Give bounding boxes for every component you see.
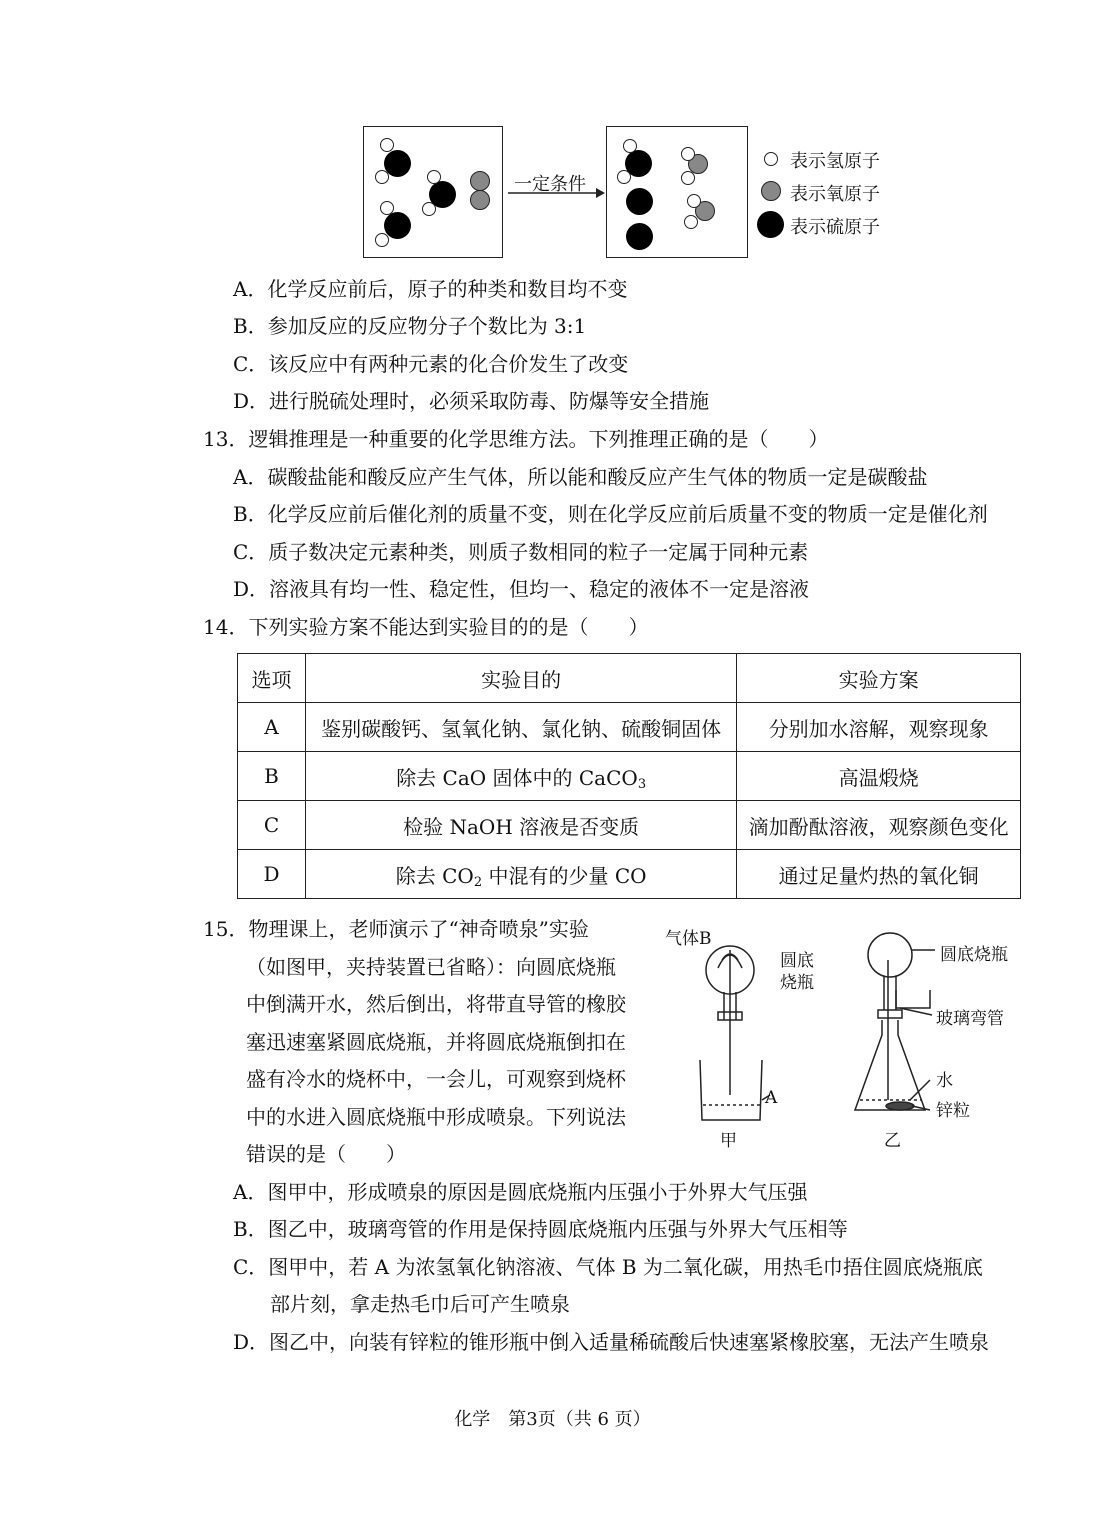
q15-option-c: C．图甲中，若 A 为浓氢氧化钠溶液、气体 B 为二氧化碳，用热毛巾捂住圆底烧瓶底 xyxy=(233,1255,983,1279)
label-zinc: 锌粒 xyxy=(936,1101,970,1121)
hydrogen-atom xyxy=(375,170,389,184)
hydrogen-atom xyxy=(684,215,698,229)
hydrogen-atom xyxy=(422,202,436,216)
q12-option-d: D．进行脱硫处理时，必须采取防毒、防爆等安全措施 xyxy=(233,389,710,413)
page-footer: 化学 第3页（共 6 页） xyxy=(454,1409,651,1430)
row-purpose: 检验 NaOH 溶液是否变质 xyxy=(305,801,736,850)
row-option: D xyxy=(238,850,306,899)
label-flask2: 圆底烧瓶 xyxy=(940,945,1008,965)
header-purpose: 实验目的 xyxy=(305,654,736,703)
row-method: 滴加酚酞溶液，观察颜色变化 xyxy=(737,801,1021,850)
q13-option-a: A．碳酸盐能和酸反应产生气体，所以能和酸反应产生气体的物质一定是碳酸盐 xyxy=(233,465,928,489)
q15-line-1: 15．物理课上，老师演示了“神奇喷泉”实验 xyxy=(203,917,589,941)
header-option: 选项 xyxy=(238,654,306,703)
q15-line-4: 塞迅速塞紧圆底烧瓶，并将圆底烧瓶倒扣在 xyxy=(246,1030,626,1054)
q15-line-2: （如图甲，夹持装置已省略）：向圆底烧瓶 xyxy=(246,955,616,979)
row-method: 高温煅烧 xyxy=(737,752,1021,801)
oxygen-atom xyxy=(470,190,490,210)
row-option: B xyxy=(238,752,306,801)
legend-oxygen-label: 表示氧原子 xyxy=(790,184,880,205)
row-option: C xyxy=(238,801,306,850)
q12-option-a: A．化学反应前后，原子的种类和数目均不变 xyxy=(233,277,628,301)
q15-option-b: B．图乙中，玻璃弯管的作用是保持圆底烧瓶内压强与外界大气压相等 xyxy=(233,1217,848,1241)
label-bent-tube: 玻璃弯管 xyxy=(936,1009,1004,1029)
hydrogen-atom xyxy=(380,201,394,215)
sulfur-atom xyxy=(626,223,653,250)
q13-stem: 13．逻辑推理是一种重要的化学思维方法。下列推理正确的是（ ） xyxy=(203,427,829,451)
label-a: A xyxy=(765,1088,778,1108)
row-purpose: 鉴别碳酸钙、氢氧化钠、氯化钠、硫酸铜固体 xyxy=(305,703,736,752)
legend-hydrogen-label: 表示氢原子 xyxy=(790,151,880,172)
q13-option-c: C．质子数决定元素种类，则质子数相同的粒子一定属于同种元素 xyxy=(233,540,809,564)
header-method: 实验方案 xyxy=(737,654,1021,703)
reactants-box xyxy=(363,126,503,258)
q15-line-3: 中倒满开水，然后倒出，将带直导管的橡胶 xyxy=(246,992,626,1016)
flask-jia-icon xyxy=(700,946,770,1120)
legend-oxygen-icon xyxy=(761,181,781,201)
row-method: 分别加水溶解，观察现象 xyxy=(737,703,1021,752)
table-row xyxy=(238,801,1021,850)
q15-line-6: 中的水进入圆底烧瓶中形成喷泉。下列说法 xyxy=(246,1105,626,1129)
products-box xyxy=(606,126,748,258)
q12-option-c: C．该反应中有两种元素的化合价发生了改变 xyxy=(233,352,629,376)
q15-option-d: D．图乙中，向装有锌粒的锥形瓶中倒入适量稀硫酸后快速塞紧橡胶塞，无法产生喷泉 xyxy=(233,1330,990,1354)
oxygen-atom xyxy=(470,171,490,191)
hydrogen-atom xyxy=(617,170,631,184)
hydrogen-atom xyxy=(687,194,701,208)
row-option: A xyxy=(238,703,306,752)
hydrogen-atom xyxy=(427,170,441,184)
table-row xyxy=(238,752,1021,801)
q15-line-7: 错误的是（ ） xyxy=(246,1142,406,1166)
row-method: 通过足量灼热的氧化铜 xyxy=(737,850,1021,899)
q14-stem: 14．下列实验方案不能达到实验目的的是（ ） xyxy=(203,615,649,639)
arrow-label: 一定条件 xyxy=(514,174,586,195)
hydrogen-atom xyxy=(375,233,389,247)
hydrogen-atom xyxy=(380,138,394,152)
sulfur-atom xyxy=(626,188,653,215)
hydrogen-atom xyxy=(623,139,637,153)
q15-option-c-cont: 部片刻，拿走热毛巾后可产生喷泉 xyxy=(270,1292,570,1316)
experiment-table xyxy=(237,653,1021,899)
label-water: 水 xyxy=(936,1071,953,1091)
q13-option-d: D．溶液具有均一性、稳定性，但均一、稳定的液体不一定是溶液 xyxy=(233,577,810,601)
flask-yi-icon xyxy=(855,933,935,1110)
label-flask-a: 圆底 xyxy=(780,951,814,971)
hydrogen-atom xyxy=(681,147,695,161)
label-yi: 乙 xyxy=(884,1131,901,1151)
row-purpose: 除去 $CO_2$ 中混有的少量 CO xyxy=(305,850,736,899)
row-purpose: 除去 CaO 固体中的 CaCO$_3$ xyxy=(305,752,736,801)
label-gas-b: 气体B xyxy=(665,929,712,949)
table-row xyxy=(238,703,1021,752)
hydrogen-atom xyxy=(681,171,695,185)
sulfur-atom xyxy=(384,212,411,239)
table-row xyxy=(238,850,1021,899)
legend-sulfur-label: 表示硫原子 xyxy=(790,217,880,238)
q13-option-b: B．化学反应前后催化剂的质量不变，则在化学反应前后质量不变的物质一定是催化剂 xyxy=(233,502,988,526)
legend-hydrogen-icon xyxy=(764,152,778,166)
q12-option-b: B．参加反应的反应物分子个数比为 3:1 xyxy=(233,314,587,338)
legend-sulfur-icon xyxy=(757,211,784,238)
q15-line-5: 盛有冷水的烧杯中，一会儿，可观察到烧杯 xyxy=(246,1067,626,1091)
label-flask-b: 烧瓶 xyxy=(780,973,814,993)
table-header-row xyxy=(238,654,1021,703)
label-jia: 甲 xyxy=(720,1131,737,1151)
q15-option-a: A．图甲中，形成喷泉的原因是圆底烧瓶内压强小于外界大气压强 xyxy=(233,1180,808,1204)
